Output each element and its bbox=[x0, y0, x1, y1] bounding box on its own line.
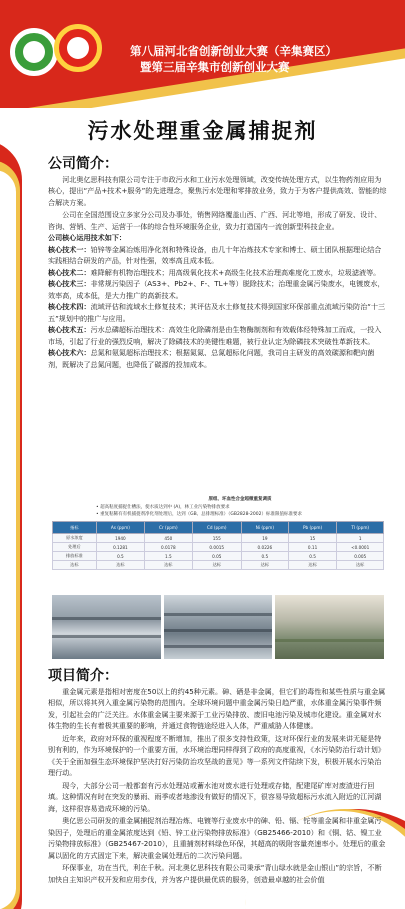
table-cell: 达标 bbox=[241, 561, 288, 570]
table-cell: 原水浓度 bbox=[53, 534, 97, 543]
table-row bbox=[53, 561, 384, 570]
table-cell: 1 bbox=[337, 534, 384, 543]
table-cell: 0.05 bbox=[192, 552, 241, 561]
table-cell: <0.0001 bbox=[337, 543, 384, 552]
table-cell: 0.0178 bbox=[145, 543, 193, 552]
table-cell: 15 bbox=[288, 534, 337, 543]
header-banner bbox=[0, 0, 405, 108]
table-cell: 155 bbox=[192, 534, 241, 543]
contest-title bbox=[130, 44, 400, 76]
figure-note-1: • 超高粘度捕捉仕槽法，使水质达到中 (A)，林工业污染物排放要求 bbox=[96, 505, 230, 510]
table-cell: 19 bbox=[241, 534, 288, 543]
column-header: 指标 bbox=[53, 522, 97, 534]
page-title: 污水处理重金属捕捉剂 bbox=[87, 120, 318, 143]
project-para-4: 奥亿思公司研发的重金属捕捉剂治理冶炼、电镀等行业废水中的砷、铅、镉、铊等重金属和非重金属污染因子，处理后的重金属浓度达到《铅、锌工业污染物排放标准》（GB25466-2010）和《铜、钴、镍工业污染物排放标准》（GB25467-2010），且重捕剂材料绿色环保，其超高的吸附容量亮速率小。处理后的重金属以固化的方式固定下来，解决重金属处理后的二次污染问题。 bbox=[48, 816, 386, 860]
core-tech-2: 核心技术二：难降解有机物治理技术；用高级氧化技术+高级生化技术治理高难度化工废水，垃圾滤液等。 bbox=[48, 267, 381, 277]
table-cell: 达标 bbox=[337, 561, 384, 570]
column-header: Pb (ppm) bbox=[288, 522, 337, 534]
table-cell: 0.0015 bbox=[192, 543, 241, 552]
table-cell: 排放标准 bbox=[53, 552, 97, 561]
table-cell: 0.5 bbox=[288, 552, 337, 561]
project-para-3: 现今，大部分公司一般都套有污水处理站或蓄水池对废水进行处理或存储，配建尾矿库对废渣进行回填。这种情况有时在突发的暴雨、雨季或者地渗没有做好的情况下，很容易导致超标污水流入附近的江河湖海，这样很容易造成环境的污染。 bbox=[48, 780, 382, 813]
table-row bbox=[53, 534, 384, 543]
core-tech-4: 核心技术四：流域评估和流域水土修复技术；其评估及水土修复技术得到国家环保部重点流域污染防治“十三五”规划中的推广与应用。 bbox=[48, 302, 386, 323]
core-tech-3: 核心技术三：非常规污染因子（AS3+、Pb2+、F-、TL+等）脱除技术；治理重金属污染废水，电镀废水，效率高，成本低，是大力推广的高新技术。 bbox=[48, 279, 385, 300]
site-photos bbox=[52, 595, 384, 659]
contest-title-line1: 第八届河北省创新创业大赛（辛集赛区） bbox=[130, 46, 337, 58]
company-intro-1: 河北奥亿思科技有限公司专注于市政污水和工业污水处理领域，改变传统处理方式，以生物药剂应用为核心，提出“产品+技术+服务”的先进理念，聚焦污水处理和零排放业务，致力于为客户提供高效、智能的综合解决方案。 bbox=[48, 174, 387, 207]
column-header: Tl (ppm) bbox=[337, 522, 384, 534]
contest-logo bbox=[10, 18, 110, 78]
table-cell: 1940 bbox=[96, 534, 144, 543]
core-tech-heading: 公司核心运用技术如下： bbox=[48, 233, 127, 242]
company-section bbox=[48, 155, 388, 370]
company-heading: 公司简介： bbox=[48, 155, 118, 171]
column-header: As (ppm) bbox=[96, 522, 144, 534]
table-cell: 0.11 bbox=[288, 543, 337, 552]
table-cell: 处理后 bbox=[53, 543, 97, 552]
results-figure bbox=[52, 496, 384, 586]
river-photo bbox=[275, 595, 384, 659]
table-cell: 达标 bbox=[288, 561, 337, 570]
table-header-row bbox=[53, 522, 384, 534]
tank-photo bbox=[164, 595, 273, 659]
plant-photo bbox=[52, 595, 161, 659]
table-cell: 0.5 bbox=[241, 552, 288, 561]
column-header: Cr (ppm) bbox=[145, 522, 193, 534]
project-heading: 项目简介： bbox=[48, 667, 118, 683]
contest-title-line2: 暨第三届辛集市创新创业大赛 bbox=[140, 62, 290, 74]
table-cell: 0.005 bbox=[337, 552, 384, 561]
table-row bbox=[53, 552, 384, 561]
project-para-1: 重金属元素是指相对密度在50以上的约45种元素。砷、硒是非金属，但它们的毒性和某些性质与重金属相似，所以将其列入重金属污染物的范围内。全球环境问题中重金属污染日趋严重，水体重金属污染事件频发，引起社会的广泛关注。水体重金属主要来源于工业污染排放、废旧电池污染及城市化建设。重金属对水体生物的生长有着极其重要的影响，并通过食物链途经进入人体，严重威胁人体健康。 bbox=[48, 686, 386, 730]
table-cell: 450 bbox=[145, 534, 193, 543]
table-cell: 0.5 bbox=[96, 552, 144, 561]
project-para-5: 环保事业，功在当代，利在千秋。河北奥亿思科技有限公司秉承“青山绿水就是金山银山”的宗旨，不断加快自主知识产权开发和应用步伐，并为客户提供最优质的服务，创造最卓越的社会价值 bbox=[48, 863, 382, 884]
column-header: Ni (ppm) bbox=[241, 522, 288, 534]
table-cell: 0.1281 bbox=[96, 543, 144, 552]
project-para-2: 近年来，政府对环保的重视程度不断增加，推出了很多支持性政策，这对环保行业的发展来讲无疑是特别有利的，作为环境保护的一个重要方面，水环境治理同样得到了政府的高度重视，《水污染防治行动计划》《关于全面加强生态环境保护坚决打好污染防治攻坚战的意见》等一系列文件陆续下发，积极开展水污染治理行动。 bbox=[48, 733, 385, 777]
results-table bbox=[52, 521, 384, 570]
table-row bbox=[53, 543, 384, 552]
core-tech-6: 核心技术六：总氮和氨氮超标治理技术；根据氮氮、总氮超标化问题，我司自主研发的高效碳源和靶向菌剂，既解决了总氮问题，也降低了碳源的投加成本。 bbox=[48, 348, 375, 369]
table-cell: 达标 bbox=[96, 561, 144, 570]
core-tech-1: 核心技术一：铂锌等金属冶炼用净化剂和特殊设备，由几十年冶炼技术专家和博士、硕士团队根据理论结合实践相结合研发的产品，针对性强，效率高且成本低。 bbox=[48, 244, 382, 265]
table-cell: 达标 bbox=[192, 561, 241, 570]
project-section bbox=[48, 667, 388, 885]
figure-note-2: • 重复粘稀有有机捕捉剂净化剂处理后，达到（GB、总排理标准）（GB2828-2002）标准限值标准要求 bbox=[96, 512, 303, 517]
core-tech-5: 核心技术五：污水总磷超标治理技术：高效生化除磷剂是由生物酶制剂和有效载体经特殊加工而成，一投入市场，引起了行业的强烈反响，解决了除磷技术的美键性难题，被行业认定为除磷技术突破性革新技术。 bbox=[48, 325, 382, 346]
table-cell: 1.5 bbox=[145, 552, 193, 561]
table-cell: 0.0226 bbox=[241, 543, 288, 552]
company-intro-2: 公司在全国范围设立多家分公司及办事处，销售网络覆盖山西、广西、河北等地，形成了研发、设计、咨询、营销、生产、运营于一体的综合性环境服务企业，致力打造国内一流创新型科技企业。 bbox=[48, 210, 382, 231]
table-cell: 达标 bbox=[53, 561, 97, 570]
figure-title: 原组、坏血性合金超微重复调质 bbox=[208, 497, 272, 502]
table-cell: 达标 bbox=[145, 561, 193, 570]
column-header: Cd (ppm) bbox=[192, 522, 241, 534]
